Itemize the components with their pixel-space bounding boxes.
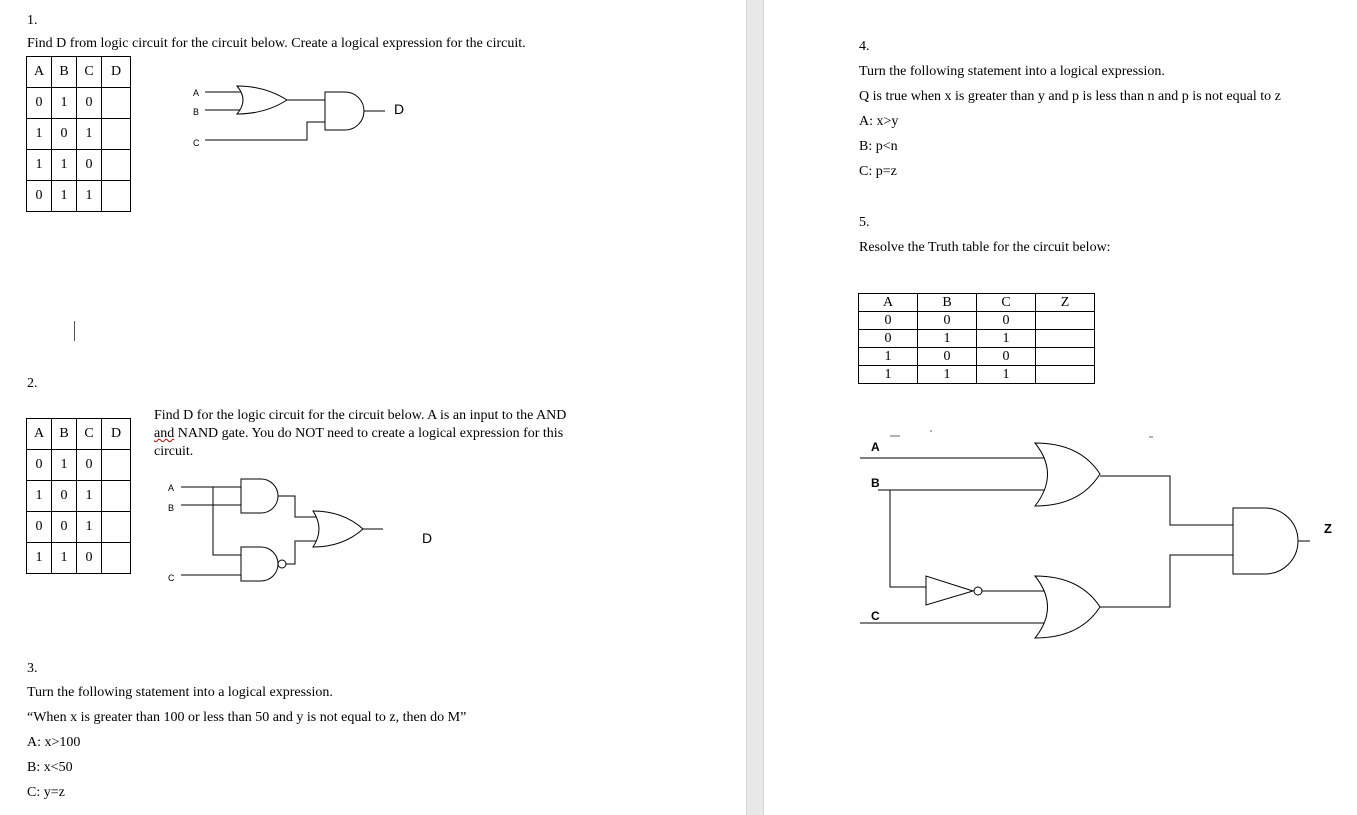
q2-prompt-line3: circuit.	[154, 444, 194, 459]
wire-and-out	[278, 496, 320, 517]
q5-truth-table	[858, 293, 1095, 384]
table-cell-answer[interactable]	[102, 88, 131, 119]
q4-def-b: B: p<n	[859, 139, 898, 154]
wire-or-bottom-out	[1100, 555, 1233, 607]
q4-statement: Q is true when x is greater than y and p is less than n and p is not equal to z	[859, 89, 1281, 104]
text-cursor	[74, 321, 75, 341]
table-cell: 0	[77, 543, 102, 574]
input-b-label: B	[193, 107, 200, 117]
input-a-label: A	[193, 88, 200, 98]
table-header-row	[859, 294, 1095, 312]
wire-b-branch	[890, 490, 926, 587]
table-row	[27, 88, 131, 119]
q1-circuit-diagram	[185, 82, 415, 152]
output-label: D	[394, 101, 405, 117]
and-gate	[241, 479, 278, 513]
nand-bubble	[278, 560, 286, 568]
q2-number: 2.	[27, 376, 38, 391]
q5-prompt: Resolve the Truth table for the circuit below:	[859, 240, 1111, 255]
table-cell: 1	[77, 119, 102, 150]
table-cell-answer[interactable]	[102, 181, 131, 212]
table-row	[27, 450, 131, 481]
table-cell: 1	[52, 450, 77, 481]
table-row	[859, 348, 1095, 366]
or-gate	[313, 511, 363, 547]
header-cell: A	[27, 57, 52, 88]
table-cell: 0	[27, 512, 52, 543]
not-gate	[926, 576, 973, 605]
table-cell-answer[interactable]	[102, 119, 131, 150]
table-row	[27, 150, 131, 181]
input-c-label: C	[168, 573, 175, 583]
table-row	[27, 512, 131, 543]
table-cell-answer[interactable]	[102, 150, 131, 181]
table-row	[859, 312, 1095, 330]
nand-gate	[241, 547, 278, 581]
table-cell: 1	[77, 481, 102, 512]
header-cell: A	[859, 294, 918, 312]
page-gutter	[746, 0, 764, 815]
table-cell: 0	[52, 119, 77, 150]
output-label: D	[422, 530, 433, 546]
or-gate-bottom	[1035, 576, 1100, 638]
header-cell: C	[977, 294, 1036, 312]
table-cell: 1	[27, 119, 52, 150]
table-cell-answer[interactable]	[1036, 366, 1095, 384]
table-cell: 1	[77, 181, 102, 212]
header-cell: B	[52, 57, 77, 88]
table-cell: 1	[52, 88, 77, 119]
table-cell: 1	[52, 181, 77, 212]
header-cell: A	[27, 419, 52, 450]
header-cell: C	[77, 419, 102, 450]
table-header-row	[27, 57, 131, 88]
table-cell: 1	[27, 481, 52, 512]
table-cell: 0	[27, 88, 52, 119]
not-bubble	[974, 587, 982, 595]
table-cell: 0	[859, 312, 918, 330]
table-row	[27, 481, 131, 512]
header-cell: Z	[1036, 294, 1095, 312]
and-gate	[325, 92, 364, 130]
input-a-label: A	[168, 483, 175, 493]
table-cell-answer[interactable]	[102, 543, 131, 574]
q4-prompt: Turn the following statement into a logical expression.	[859, 64, 1165, 79]
header-cell: B	[918, 294, 977, 312]
q1-number: 1.	[27, 13, 38, 28]
table-cell-answer[interactable]	[1036, 312, 1095, 330]
header-cell: C	[77, 57, 102, 88]
q2-circuit-diagram	[165, 475, 445, 590]
table-cell: 0	[52, 512, 77, 543]
q2-truth-table	[26, 418, 131, 574]
input-c-label: C	[871, 609, 880, 623]
wire-c	[205, 122, 325, 140]
table-row	[27, 543, 131, 574]
table-cell: 1	[977, 366, 1036, 384]
and-gate	[1233, 508, 1298, 574]
table-cell: 0	[977, 348, 1036, 366]
q5-number: 5.	[859, 215, 870, 230]
q4-def-c: C: p=z	[859, 164, 897, 179]
spellcheck-word[interactable]: and	[154, 426, 175, 441]
input-a-label: A	[871, 440, 880, 454]
table-cell-answer[interactable]	[1036, 330, 1095, 348]
q3-number: 3.	[27, 661, 38, 676]
table-cell-answer[interactable]	[102, 481, 131, 512]
table-cell: 0	[977, 312, 1036, 330]
input-b-label: B	[168, 503, 175, 513]
q3-prompt: Turn the following statement into a logical expression.	[27, 685, 333, 700]
header-cell: D	[102, 57, 131, 88]
table-cell-answer[interactable]	[102, 512, 131, 543]
wire-a-branch	[213, 487, 241, 555]
right-page	[764, 0, 1357, 815]
q3-def-a: A: x>100	[27, 735, 81, 750]
q4-def-a: A: x>y	[859, 114, 899, 129]
wire-or-top-out	[1100, 476, 1233, 525]
table-cell: 1	[918, 330, 977, 348]
table-cell-answer[interactable]	[1036, 348, 1095, 366]
table-cell-answer[interactable]	[102, 450, 131, 481]
q2-prompt-line2-text: NAND gate. You do NOT need to create a logical expression for this	[174, 426, 564, 441]
header-cell: B	[52, 419, 77, 450]
table-row	[859, 366, 1095, 384]
table-cell: 0	[52, 481, 77, 512]
table-cell: 0	[77, 150, 102, 181]
table-cell: 1	[977, 330, 1036, 348]
table-cell: 1	[859, 348, 918, 366]
q4-number: 4.	[859, 39, 870, 54]
or-gate-top	[1035, 443, 1100, 506]
table-cell: 1	[52, 150, 77, 181]
table-cell: 1	[77, 512, 102, 543]
q3-def-c: C: y=z	[27, 785, 65, 800]
table-cell: 0	[77, 88, 102, 119]
table-cell: 0	[77, 450, 102, 481]
table-row	[27, 181, 131, 212]
table-header-row	[27, 419, 131, 450]
table-cell: 1	[52, 543, 77, 574]
output-label: Z	[1324, 521, 1332, 536]
or-gate	[237, 86, 287, 114]
q3-statement: “When x is greater than 100 or less than 50 and y is not equal to z, then do M”	[27, 710, 467, 725]
header-cell: D	[102, 419, 131, 450]
q2-prompt-line2	[154, 425, 563, 443]
q3-def-b: B: x<50	[27, 760, 73, 775]
table-row	[27, 119, 131, 150]
table-row	[859, 330, 1095, 348]
q1-truth-table	[26, 56, 131, 212]
table-cell: 1	[27, 543, 52, 574]
table-cell: 0	[918, 348, 977, 366]
table-cell: 0	[859, 330, 918, 348]
table-cell: 0	[27, 450, 52, 481]
input-b-label: B	[871, 476, 880, 490]
q2-prompt-line1: Find D for the logic circuit for the circuit below. A is an input to the AND	[154, 408, 567, 423]
table-cell: 1	[859, 366, 918, 384]
q1-prompt: Find D from logic circuit for the circuit below. Create a logical expression for the circuit.	[27, 36, 526, 51]
table-cell: 0	[27, 181, 52, 212]
table-cell: 1	[918, 366, 977, 384]
input-c-label: C	[193, 138, 200, 148]
table-cell: 1	[27, 150, 52, 181]
q5-circuit-diagram	[860, 430, 1345, 650]
table-cell: 0	[918, 312, 977, 330]
